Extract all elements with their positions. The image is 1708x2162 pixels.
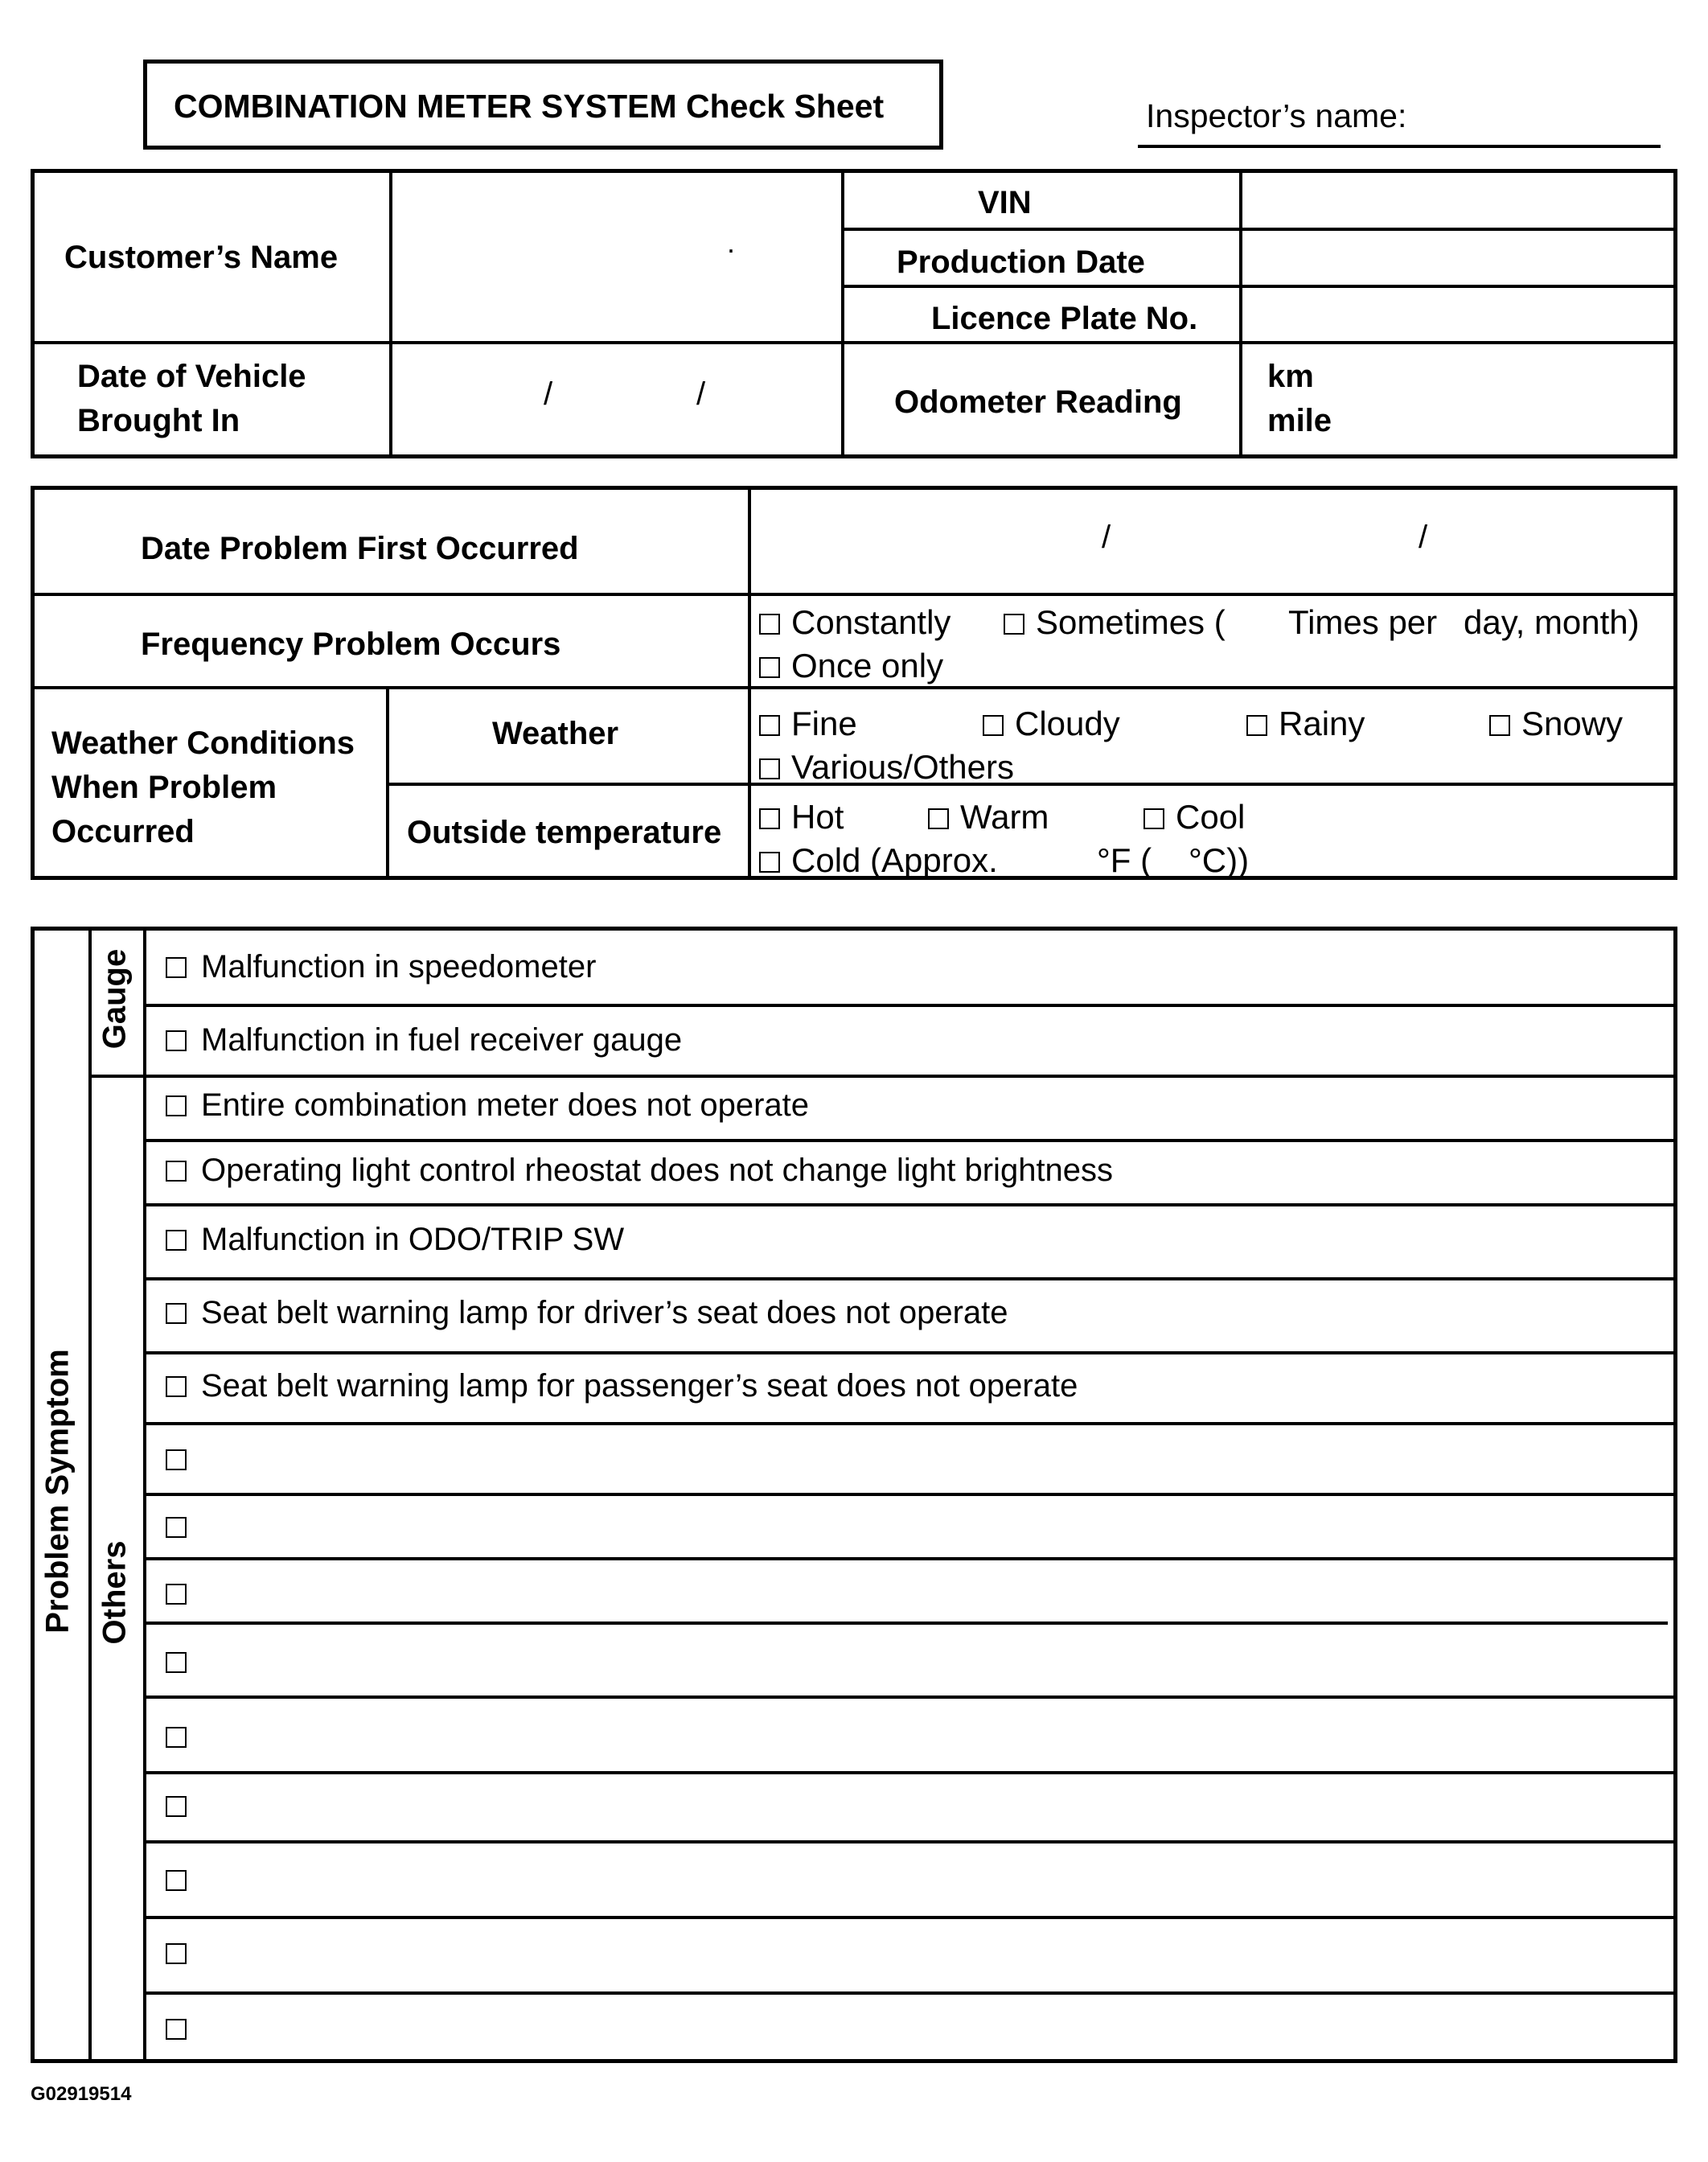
checkbox[interactable] — [166, 1161, 187, 1182]
weather-option-fine[interactable]: Fine — [759, 703, 857, 745]
times-per-label: Times per — [1288, 603, 1438, 641]
date-brought-in-label-line1: Date of Vehicle — [77, 359, 306, 394]
symptom-item-blank[interactable] — [166, 1507, 201, 1546]
customer-name-label: Customer’s Name — [64, 240, 339, 275]
divider — [841, 228, 1677, 231]
production-date-field[interactable] — [1244, 232, 1673, 283]
symptom-item-others[interactable]: Entire combination meter does not operate — [166, 1086, 809, 1124]
odometer-field[interactable] — [1244, 346, 1673, 454]
weather-conditions-label-line2: When Problem — [51, 770, 277, 805]
first-occurred-field[interactable] — [753, 491, 1673, 589]
weather-option-cloudy[interactable]: Cloudy — [983, 703, 1120, 745]
checkbox[interactable] — [166, 1584, 187, 1605]
symptom-item-others[interactable]: Malfunction in ODO/TRIP SW — [166, 1220, 624, 1259]
row-divider — [143, 1991, 1677, 1995]
frequency-option-sometimes[interactable]: Sometimes ( — [1004, 602, 1226, 643]
symptom-item-blank[interactable] — [166, 1574, 201, 1613]
divider — [31, 341, 1677, 344]
row-divider — [143, 1840, 1677, 1843]
symptom-item-gauge[interactable]: Malfunction in fuel receiver gauge — [166, 1021, 682, 1059]
checkbox[interactable] — [759, 758, 780, 779]
symptom-item-others[interactable]: Operating light control rheostat does not change light brightness — [166, 1151, 1113, 1190]
checkbox[interactable] — [166, 1727, 187, 1748]
checkbox[interactable] — [1004, 614, 1024, 635]
checkbox[interactable] — [166, 957, 187, 978]
temperature-option-hot[interactable]: Hot — [759, 796, 844, 838]
celsius-unit: °C)) — [1189, 841, 1250, 879]
figure-code: G02919514 — [31, 2083, 132, 2105]
checkbox[interactable] — [983, 715, 1004, 736]
divider — [88, 1075, 1677, 1078]
checkbox[interactable] — [166, 1230, 187, 1251]
symptom-item-blank[interactable] — [166, 1934, 201, 1972]
checkbox[interactable] — [166, 1030, 187, 1051]
inspector-name-label: Inspector’s name: — [1146, 97, 1407, 134]
row-divider — [143, 1004, 1677, 1007]
weather-option-various[interactable]: Various/Others — [759, 746, 1014, 788]
row-divider — [143, 1916, 1677, 1919]
weather-option-rainy[interactable]: Rainy — [1246, 703, 1365, 745]
date-brought-in-field[interactable] — [394, 346, 836, 454]
row-divider — [143, 1557, 1677, 1560]
date-separator: / — [696, 376, 706, 412]
symptom-item-blank[interactable] — [166, 1642, 201, 1681]
frequency-option-constantly[interactable]: Constantly — [759, 602, 950, 643]
row-divider — [143, 1277, 1677, 1280]
temperature-option-cold[interactable]: Cold (Approx. — [759, 840, 998, 882]
weather-option-snowy[interactable]: Snowy — [1489, 703, 1623, 745]
temperature-option-cool[interactable]: Cool — [1143, 796, 1245, 838]
checkbox[interactable] — [166, 1943, 187, 1964]
weather-label: Weather — [492, 716, 619, 751]
vin-label: VIN — [978, 185, 1032, 220]
checkbox[interactable] — [1246, 715, 1267, 736]
divider — [389, 169, 392, 458]
symptom-item-blank[interactable] — [166, 1786, 201, 1825]
date-separator: / — [1419, 520, 1428, 555]
checkbox[interactable] — [1489, 715, 1510, 736]
others-label: Others — [96, 1540, 133, 1645]
divider — [386, 783, 1677, 786]
divider — [841, 169, 844, 458]
symptom-item-blank[interactable] — [166, 1860, 201, 1899]
symptom-item-blank[interactable] — [166, 2009, 201, 2048]
row-divider — [143, 1622, 1668, 1625]
unit-mile: mile — [1267, 403, 1332, 438]
row-divider — [143, 1139, 1677, 1142]
checkbox[interactable] — [759, 808, 780, 829]
fahrenheit-unit: °F ( — [1097, 841, 1152, 879]
divider — [841, 285, 1677, 288]
gauge-label: Gauge — [96, 948, 133, 1050]
problem-symptom-label: Problem Symptom — [39, 1349, 76, 1634]
odometer-label: Odometer Reading — [894, 384, 1182, 420]
date-separator: / — [544, 376, 553, 412]
weather-conditions-label-line1: Weather Conditions — [51, 725, 355, 761]
divider — [1239, 169, 1242, 458]
symptom-item-others[interactable]: Seat belt warning lamp for driver’s seat does not operate — [166, 1293, 1008, 1332]
first-occurred-label: Date Problem First Occurred — [141, 531, 579, 566]
checkbox[interactable] — [759, 657, 780, 678]
symptom-item-others[interactable]: Seat belt warning lamp for passenger’s seat does not operate — [166, 1367, 1078, 1405]
date-brought-in-label-line2: Brought In — [77, 403, 240, 438]
symptom-item-blank[interactable] — [166, 1440, 201, 1478]
divider — [748, 486, 751, 880]
checkbox[interactable] — [759, 852, 780, 873]
checkbox[interactable] — [166, 2019, 187, 2040]
row-divider — [143, 1771, 1677, 1774]
row-divider — [143, 1351, 1677, 1354]
frequency-label: Frequency Problem Occurs — [141, 627, 561, 662]
checkbox[interactable] — [166, 1449, 187, 1470]
checkbox[interactable] — [166, 1095, 187, 1116]
symptom-item-blank[interactable] — [166, 1717, 201, 1756]
outside-temperature-label: Outside temperature — [407, 815, 722, 850]
checkbox[interactable] — [166, 1796, 187, 1817]
page-title: COMBINATION METER SYSTEM Check Sheet — [174, 88, 885, 125]
checkbox[interactable] — [1143, 808, 1164, 829]
inspector-name-line[interactable] — [1138, 145, 1661, 148]
checkbox[interactable] — [166, 1870, 187, 1891]
vin-field[interactable] — [1244, 173, 1673, 226]
symptom-item-gauge[interactable]: Malfunction in speedometer — [166, 947, 596, 986]
row-divider — [143, 1422, 1677, 1425]
customer-name-field[interactable] — [394, 173, 836, 338]
divider — [31, 593, 1677, 596]
date-separator: / — [1102, 520, 1111, 555]
licence-plate-label: Licence Plate No. — [931, 301, 1198, 336]
checkbox[interactable] — [166, 1376, 187, 1397]
checkbox[interactable] — [166, 1652, 187, 1673]
stray-dot: . — [727, 226, 736, 259]
divider — [88, 927, 92, 2063]
licence-plate-field[interactable] — [1244, 289, 1673, 339]
frequency-option-once-only[interactable]: Once only — [759, 645, 943, 687]
checkbox[interactable] — [759, 715, 780, 736]
checkbox[interactable] — [166, 1517, 187, 1538]
checkbox[interactable] — [166, 1303, 187, 1324]
day-month-label: day, month) — [1464, 603, 1640, 641]
row-divider — [143, 1695, 1677, 1699]
checkbox[interactable] — [759, 614, 780, 635]
weather-conditions-label-line3: Occurred — [51, 814, 195, 849]
production-date-label: Production Date — [897, 245, 1145, 280]
unit-km: km — [1267, 359, 1314, 394]
row-divider — [143, 1493, 1677, 1496]
checkbox[interactable] — [928, 808, 949, 829]
temperature-option-warm[interactable]: Warm — [928, 796, 1049, 838]
row-divider — [143, 1203, 1677, 1206]
